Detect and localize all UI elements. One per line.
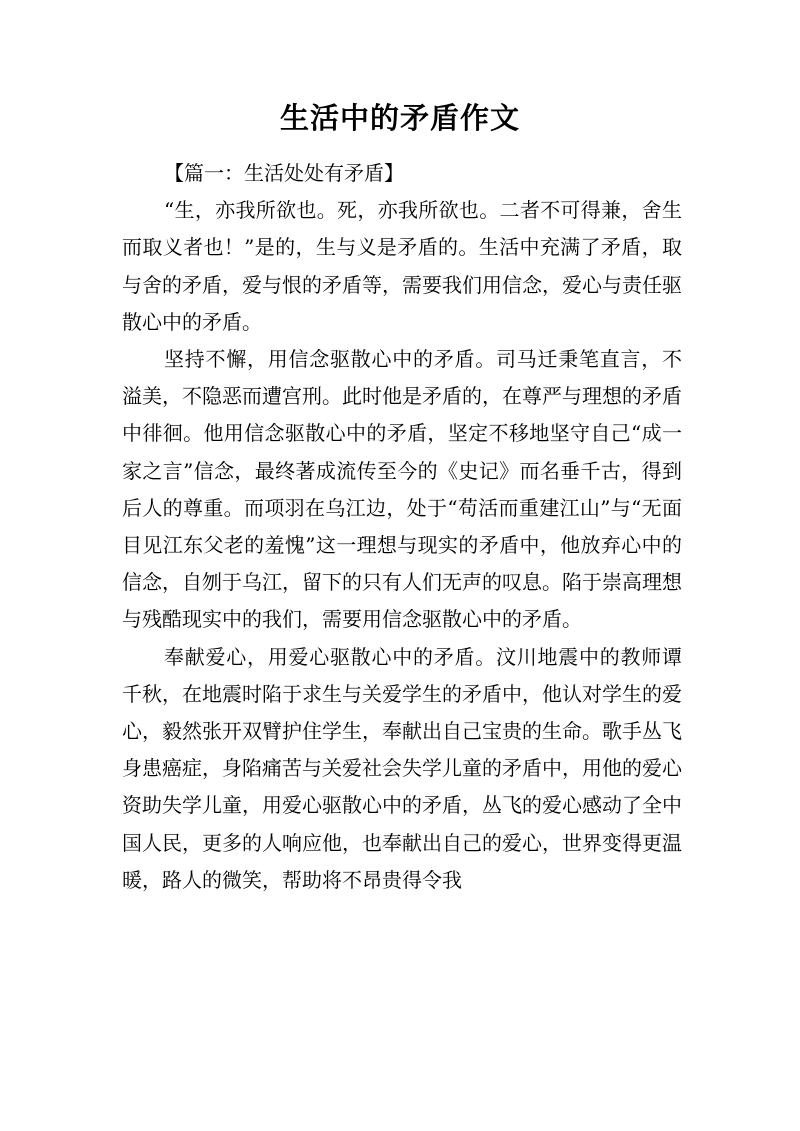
paragraph-2: 坚持不懈，用信念驱散心中的矛盾。司马迁秉笔直言，不溢美，不隐恶而遭宫刑。此时他是矛盾的，在尊严与理想的矛盾中徘徊。他用信念驱散心中的矛盾，坚定不移地坚守自己“成一家之言”信念，最终著成流传至今的《史记》而名垂千古，得到后人的尊重。而项羽在乌江边，处于“苟活而重建江山”与“无面目见江东父老的羞愧”这一理想与现实的矛盾中，他放弃心中的信念，自刎于乌江，留下的只有人们无声的叹息。陷于崇高理想与残酷现实中的我们，需要用信念驱散心中的矛盾。 [122, 347, 682, 632]
paragraph-3: 奉献爱心，用爱心驱散心中的矛盾。汶川地震中的教师谭千秋，在地震时陷于求生与关爱学生的矛盾中，他认对学生的爱心，毅然张开双臂护住学生，奉献出自己宝贵的生命。歌手丛飞身患癌症，身陷痛苦与关爱社会失学儿童的矛盾中，用他的爱心资助失学儿童，用爱心驱散心中的矛盾，丛飞的爱心感动了全中国人民，更多的人响应他，也奉献出自己的爱心，世界变得更温暖，路人的微笑，帮助将不昂贵得令我 [122, 644, 682, 892]
section-heading: 【篇一：生活处处有矛盾】 [164, 161, 404, 185]
document-title: 生活中的矛盾作文 [279, 101, 520, 135]
document-body [122, 155, 682, 899]
paragraph-1: “生，亦我所欲也。死，亦我所欲也。二者不可得兼，舍生而取义者也！”是的，生与义是矛盾的。生活中充满了矛盾，取与舍的矛盾，爱与恨的矛盾等，需要我们用信念，爱心与责任驱散心中的矛盾。 [122, 198, 682, 334]
